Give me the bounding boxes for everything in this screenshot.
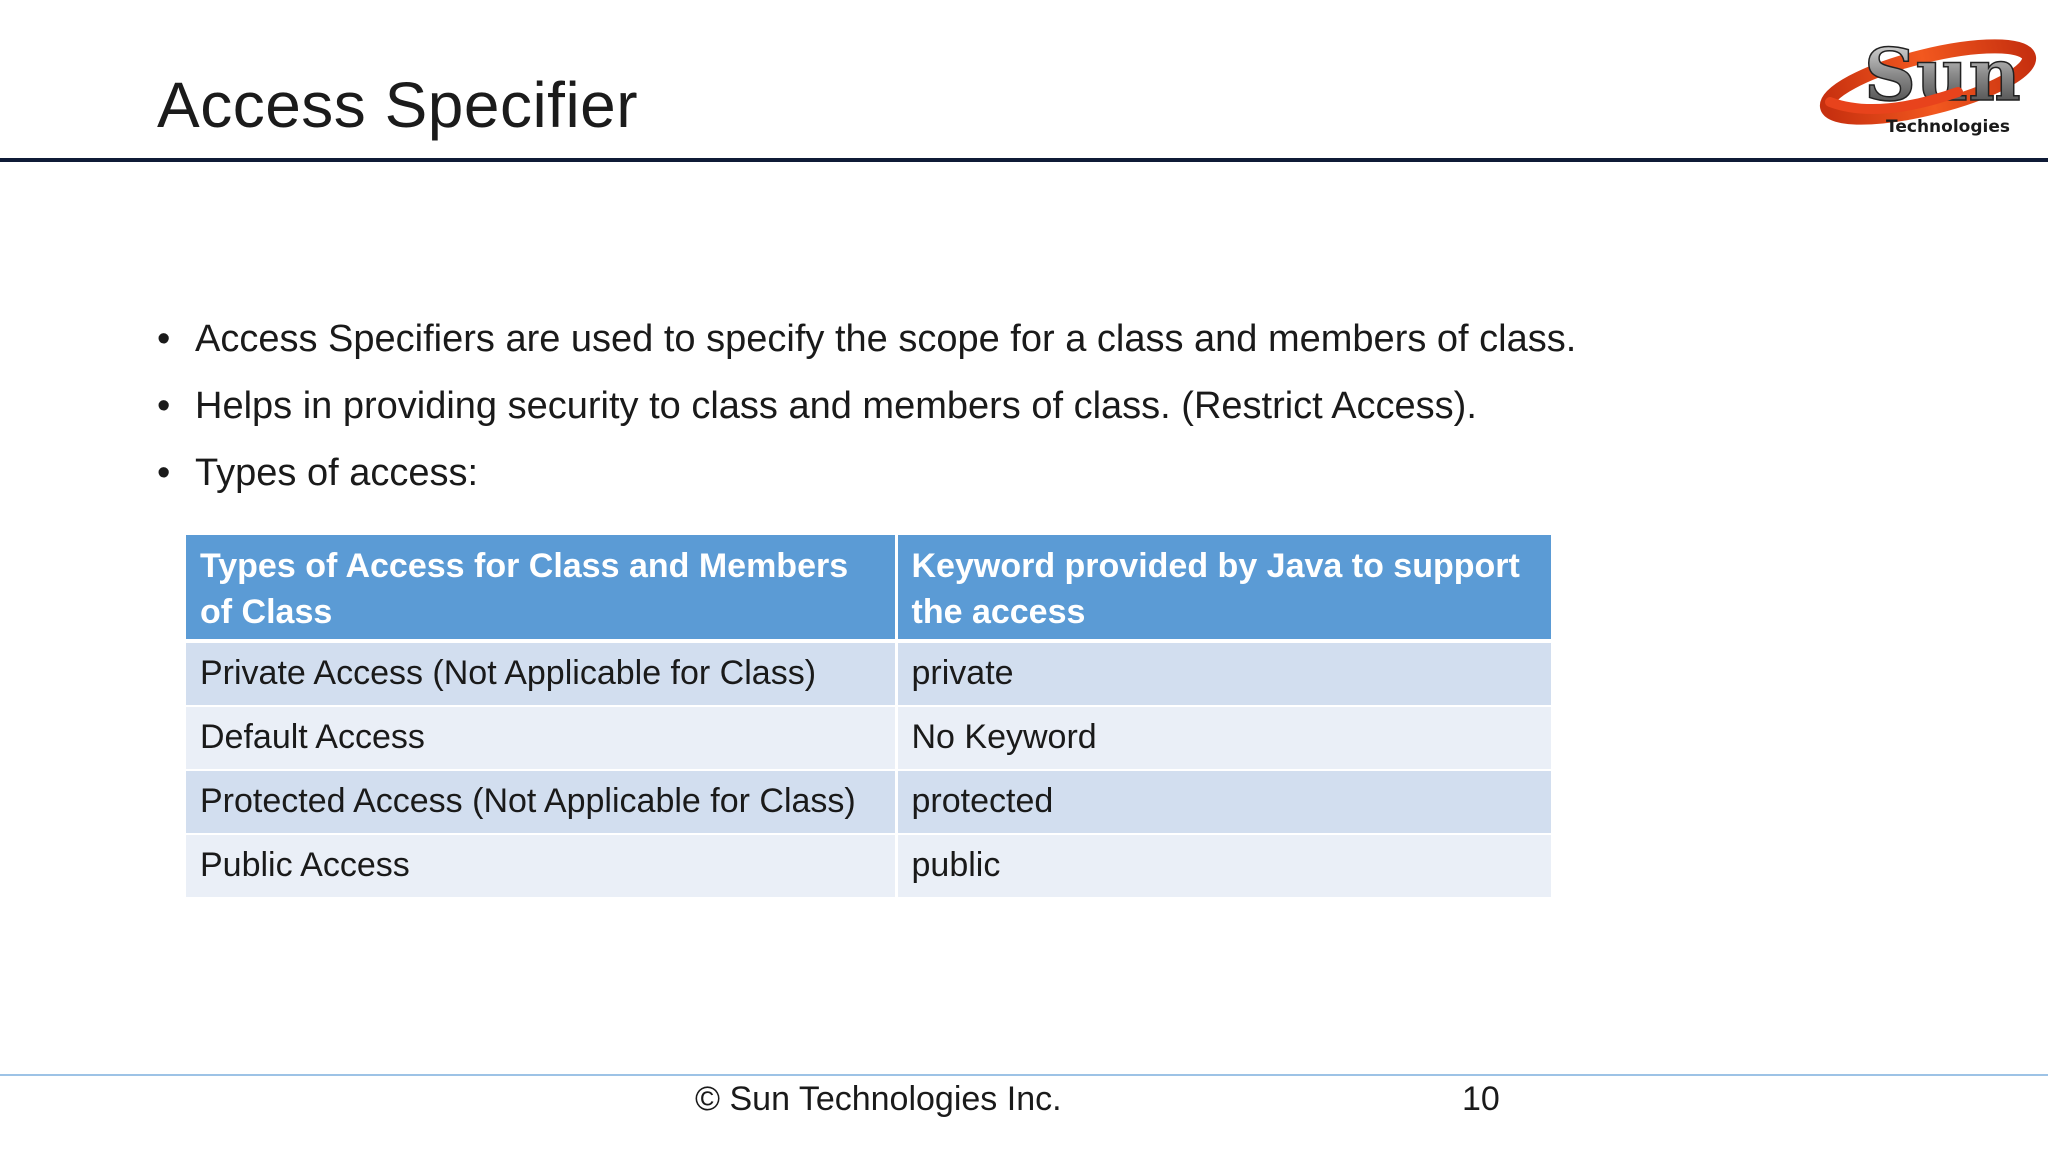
bullet-dot: • [157, 318, 171, 360]
title-divider [0, 158, 2048, 162]
page-number: 10 [1462, 1080, 1500, 1118]
logo-technologies-label: Technologies [1886, 117, 2010, 137]
cell-keyword: No Keyword [896, 706, 1551, 770]
bullet-item [157, 440, 1576, 507]
bullet-item [157, 306, 1576, 373]
header-access-type: Types of Access for Class and Members of Class [186, 535, 896, 641]
bullet-item [157, 373, 1576, 440]
cell-keyword: public [896, 834, 1551, 898]
cell-access-type: Private Access (Not Applicable for Class) [186, 641, 896, 706]
slide-title: Access Specifier [157, 69, 639, 141]
cell-access-type: Protected Access (Not Applicable for Class) [186, 770, 896, 834]
bullet-text: Types of access: [195, 452, 479, 494]
bullet-list [157, 306, 1576, 507]
footer-copyright: © Sun Technologies Inc. [695, 1080, 1062, 1118]
bullet-dot: • [157, 452, 171, 494]
access-types-table [186, 535, 1551, 899]
table-header-row [186, 535, 1551, 641]
cell-access-type: Public Access [186, 834, 896, 898]
cell-keyword: private [896, 641, 1551, 706]
table-row [186, 641, 1551, 706]
table-row [186, 770, 1551, 834]
bullet-dot: • [157, 385, 171, 427]
header-java-keyword: Keyword provided by Java to support the access [896, 535, 1551, 641]
cell-keyword: protected [896, 770, 1551, 834]
sun-technologies-logo [1818, 16, 2042, 144]
logo-sun-letters: Sun [1864, 32, 2021, 117]
table-row [186, 834, 1551, 898]
bullet-text: Helps in providing security to class and members of class. (Restrict Access). [195, 385, 1477, 427]
cell-access-type: Default Access [186, 706, 896, 770]
table-row [186, 706, 1551, 770]
bullet-text: Access Specifiers are used to specify the scope for a class and members of class. [195, 318, 1577, 360]
